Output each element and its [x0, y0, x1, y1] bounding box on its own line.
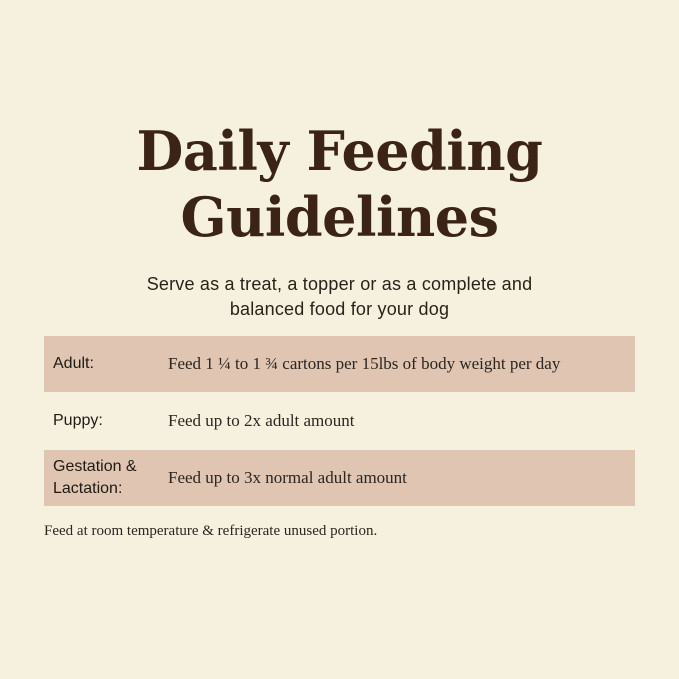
page-subtitle-line-1: Serve as a treat, a topper or as a complete and	[146, 274, 533, 294]
table-row-adult	[44, 336, 635, 392]
row-value: Feed up to 2x adult amount	[168, 411, 355, 430]
page-title	[0, 118, 679, 250]
row-value: Feed up to 3x normal adult amount	[168, 468, 407, 487]
table-row-puppy	[44, 392, 635, 450]
table-row-gestation-lactation	[44, 450, 635, 506]
row-label: Adult:	[53, 355, 94, 372]
page-title-line-1: Daily Feeding	[136, 119, 543, 183]
page-subtitle	[0, 272, 679, 322]
row-label: Gestation & Lactation:	[53, 458, 137, 497]
row-value: Feed 1 ¼ to 1 ¾ cartons per 15lbs of body weight per day	[168, 354, 561, 373]
row-label: Puppy:	[53, 412, 103, 429]
footnote: Feed at room temperature & refrigerate unused portion.	[44, 523, 378, 539]
page-title-line-2: Guidelines	[180, 185, 499, 249]
page-subtitle-line-2: balanced food for your dog	[229, 299, 450, 319]
feeding-table	[44, 336, 635, 506]
